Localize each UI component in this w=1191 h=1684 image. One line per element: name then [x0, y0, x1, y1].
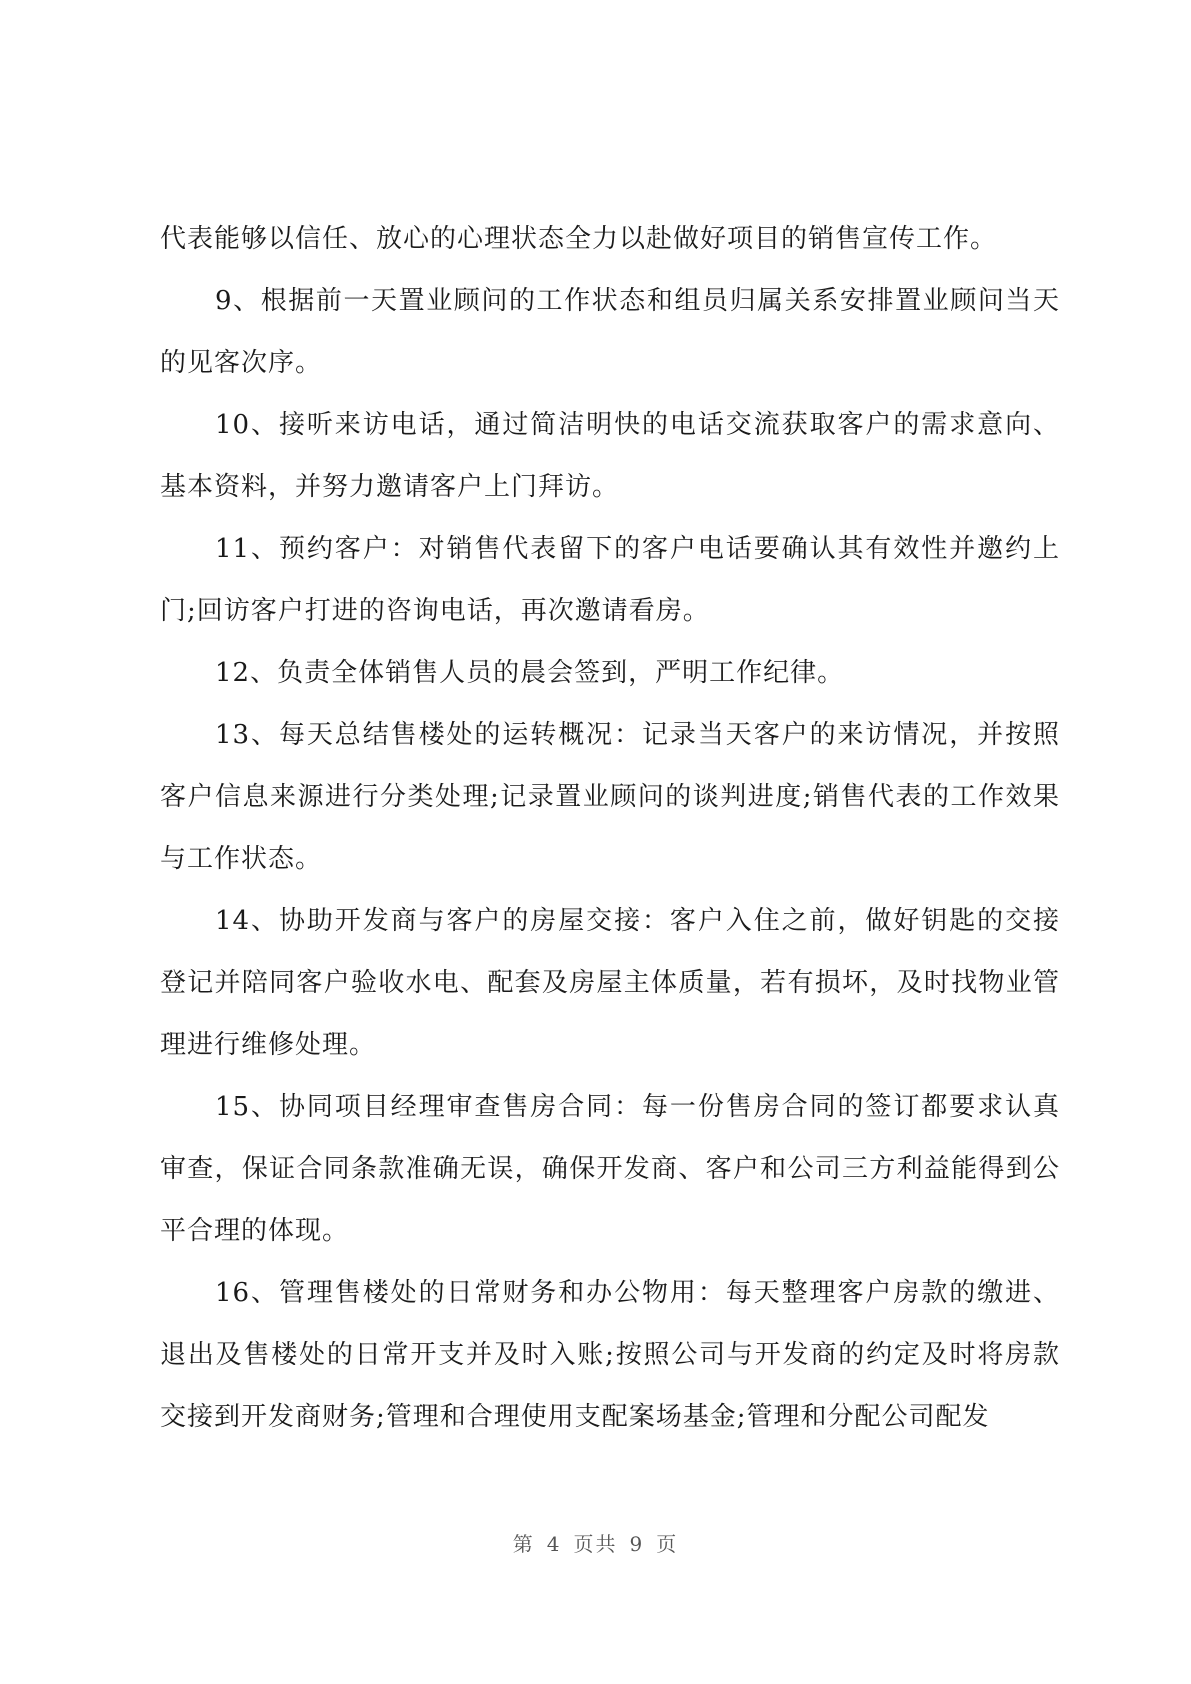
page-footer — [0, 1528, 1191, 1557]
footer-suffix: 页 — [656, 1532, 679, 1556]
footer-middle: 页共 — [573, 1532, 618, 1556]
footer-current-page: 4 — [546, 1532, 562, 1556]
paragraph-continuation: 代表能够以信任、放心的心理状态全力以赴做好项目的销售宣传工作。 — [160, 224, 998, 254]
paragraph-item-14: 14、协助开发商与客户的房屋交接：客户入住之前，做好钥匙的交接登记并陪同客户验收水电、配套及房屋主体质量，若有损坏，及时找物业管理进行维修处理。 — [160, 906, 1060, 1060]
document-body — [160, 208, 1060, 1448]
paragraph-item-12: 12、负责全体销售人员的晨会签到，严明工作纪律。 — [215, 658, 845, 688]
paragraph-item-15: 15、协同项目经理审查售房合同：每一份售房合同的签订都要求认真审查，保证合同条款准确无误，确保开发商、客户和公司三方利益能得到公平合理的体现。 — [160, 1092, 1060, 1246]
footer-prefix: 第 — [512, 1532, 535, 1556]
paragraph-item-13: 13、每天总结售楼处的运转概况：记录当天客户的来访情况，并按照客户信息来源进行分类处理;记录置业顾问的谈判进度;销售代表的工作效果与工作状态。 — [160, 720, 1060, 874]
paragraph-item-9: 9、根据前一天置业顾问的工作状态和组员归属关系安排置业顾问当天的见客次序。 — [160, 286, 1060, 378]
footer-total-pages: 9 — [629, 1532, 645, 1556]
paragraph-item-10: 10、接听来访电话，通过简洁明快的电话交流获取客户的需求意向、基本资料，并努力邀请客户上门拜访。 — [160, 410, 1060, 502]
paragraph-item-11: 11、预约客户：对销售代表留下的客户电话要确认其有效性并邀约上门;回访客户打进的咨询电话，再次邀请看房。 — [160, 534, 1060, 626]
paragraph-item-16: 16、管理售楼处的日常财务和办公物用：每天整理客户房款的缴进、退出及售楼处的日常开支并及时入账;按照公司与开发商的约定及时将房款交接到开发商财务;管理和合理使用支配案场基金;管理和分配公司配发 — [160, 1278, 1060, 1432]
